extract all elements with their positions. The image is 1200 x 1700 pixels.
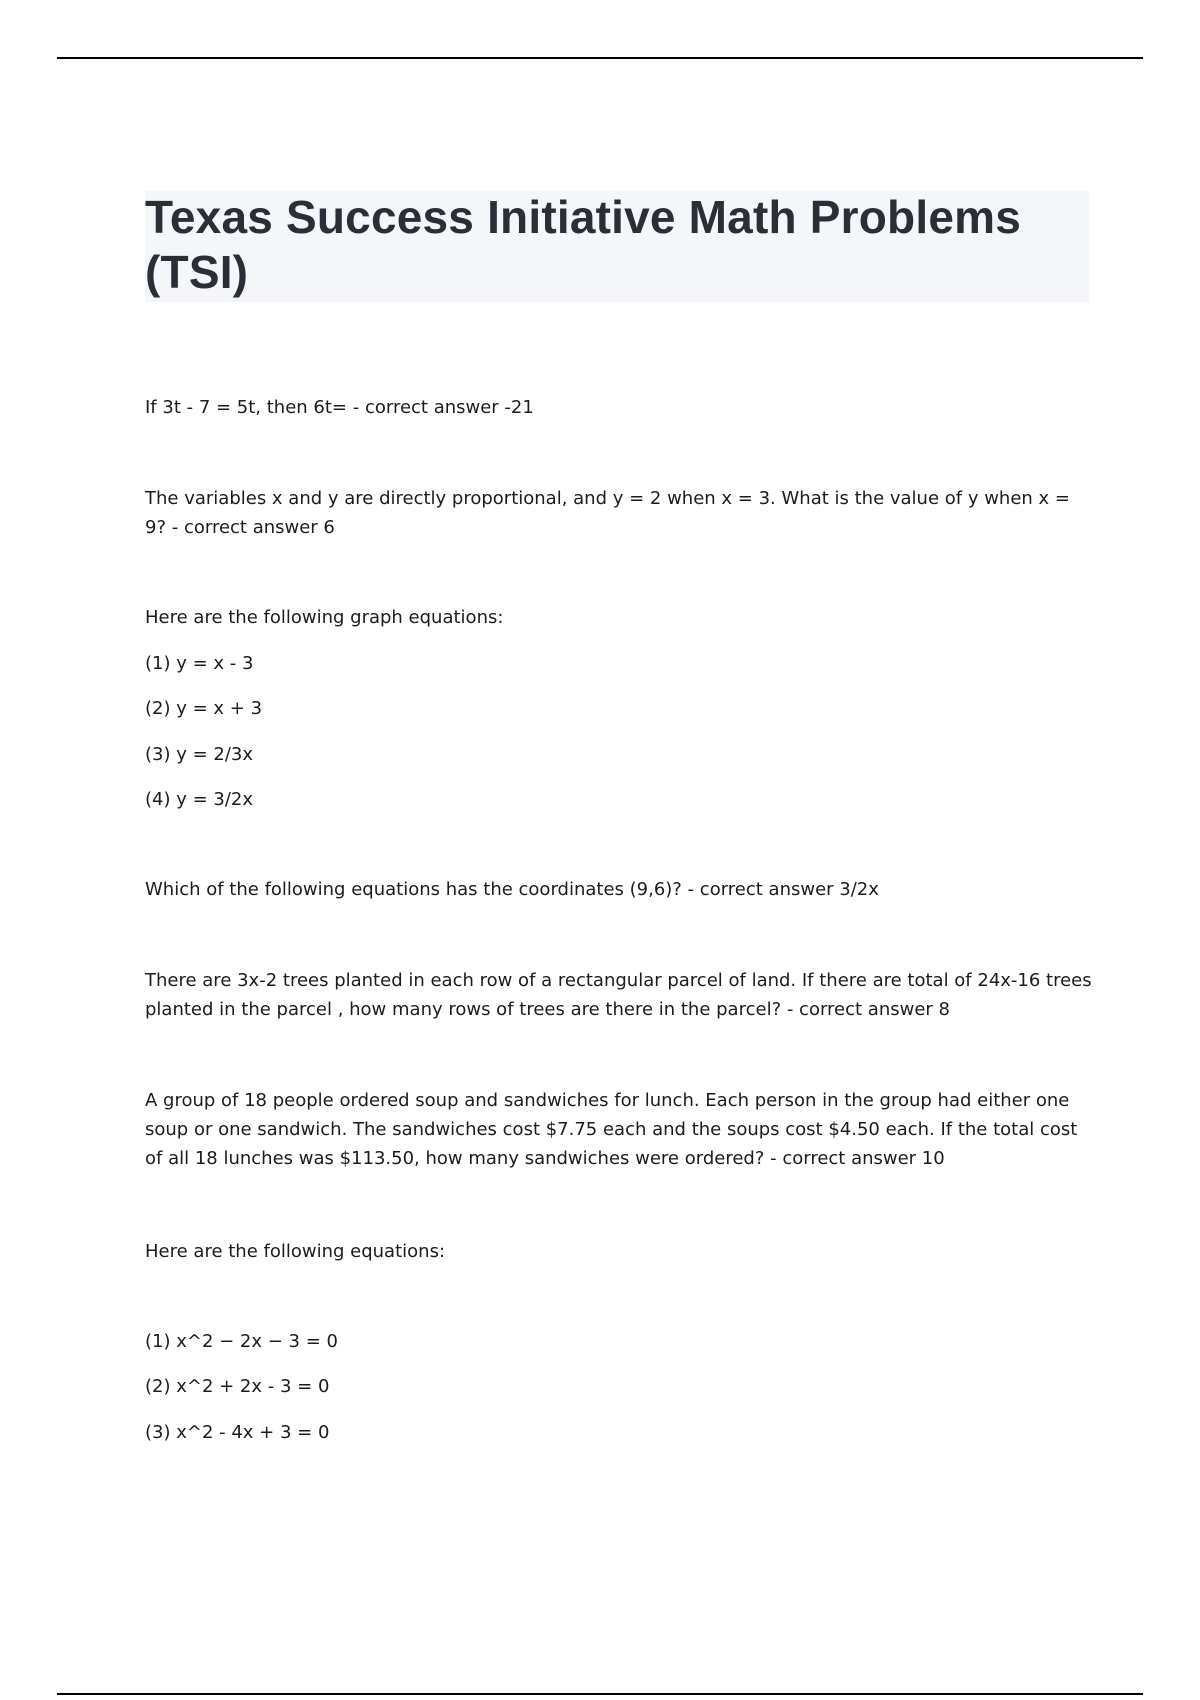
graph-equation-4: (4) y = 3/2x bbox=[145, 789, 254, 810]
equation-3: (3) x^2 - 4x + 3 = 0 bbox=[145, 1422, 330, 1443]
document-title: Texas Success Initiative Math Problems (TSI) bbox=[145, 191, 1021, 298]
graph-equations-intro: Here are the following graph equations: bbox=[145, 607, 504, 628]
graph-equation-3: (3) y = 2/3x bbox=[145, 744, 254, 765]
question-4: There are 3x-2 trees planted in each row of a rectangular parcel of land. If there are total of 24x-16 trees planted in the parcel , how many rows of trees are there in the parcel? - correct answer 8 bbox=[145, 970, 1092, 1020]
question-1: If 3t - 7 = 5t, then 6t= - correct answer -21 bbox=[145, 397, 534, 418]
equation-1: (1) x^2 − 2x − 3 = 0 bbox=[145, 1331, 338, 1352]
top-rule bbox=[57, 57, 1143, 59]
title-block bbox=[145, 190, 1089, 302]
graph-equation-1: (1) y = x - 3 bbox=[145, 653, 254, 674]
question-3: Which of the following equations has the coordinates (9,6)? - correct answer 3/2x bbox=[145, 879, 879, 900]
question-5: A group of 18 people ordered soup and sandwiches for lunch. Each person in the group had either one soup or one sandwich. The sandwiches cost $7.75 each and the soups cost $4.50 each. If the total cost of all 18 lunches was $113.50, how many sandwiches were ordered? - correct answer 10 bbox=[145, 1090, 1078, 1169]
bottom-rule bbox=[57, 1693, 1143, 1695]
graph-equation-2: (2) y = x + 3 bbox=[145, 698, 263, 719]
question-2: The variables x and y are directly proportional, and y = 2 when x = 3. What is the value of y when x = 9? - correct answer 6 bbox=[145, 488, 1070, 538]
equation-2: (2) x^2 + 2x - 3 = 0 bbox=[145, 1376, 330, 1397]
equations-intro: Here are the following equations: bbox=[145, 1241, 446, 1262]
